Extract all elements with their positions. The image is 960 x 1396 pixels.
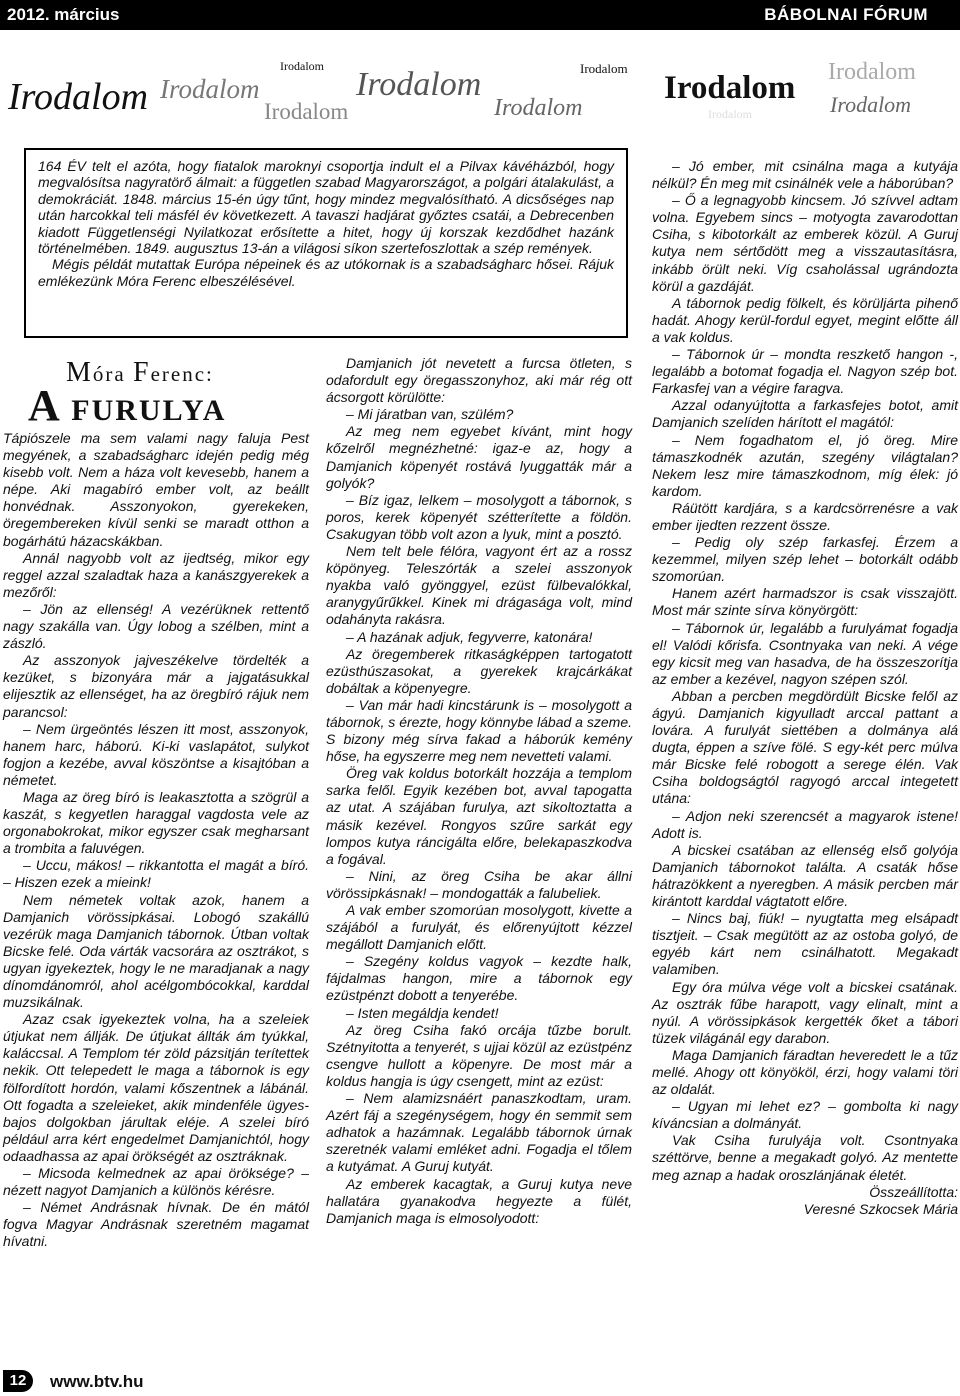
author-text: erenc: [150,362,214,386]
paragraph: Azaz csak igyekeztek volna, ha a szeleiek útjukat nem állják. De útjukat állták ám tyúkkal, kaláccsal. A Templom tér zöld pázsitján terítettek nekik. Ott telepedett le maga a tábornok is egy fölfordított hordón, valami kőszentnek a lábánál. Ott fogadta a szeleieket, akik mindenféle ügyes-bajos dolgokban járultak eléje. A szelei bíró például arra kért engedelmet Damjanichtól, hogy odaadhassa az apai örökségét az osztráknak. [3,1011,309,1164]
section-word: Irodalom [494,95,583,121]
paragraph: Hanem azért harmadszor is csak visszajött. Most már szinte sírva könyörgött: [652,585,958,619]
title-initial: A [28,381,62,430]
paragraph: Az asszonyok jajveszékelve tördelték a kezüket, s bizonyára már a jajgatásukkal elijesztik az ellenséget, ha az öregbíró rájuk nem parancsol: [3,652,309,720]
paragraph: Nem telt bele félóra, vagyont ért az a rossz köpönyeg. Teleszórták a szelei asszonyok nyakba való gyönggyel, ezüst fülbevalókkal, aranygyűrűkkel. Kinek mi drágasága volt, mind odahányta rakásra. [326,543,632,628]
website-link[interactable]: www.btv.hu [50,1372,144,1391]
section-word: Irodalom [356,66,482,103]
intro-paragraph: 164 ÉV telt el azóta, hogy fiatalok maroknyi csoportja indult el a Pilvax kávéházból, hogy megvalósítsa nagyratörő álmait: a független szabad Magyarországot, a polgári átalakulást, a demokráciát. 1848. március 15-én úgy tűnt, hogy mindez megvalósítható. A dicsőséges nap után harcokkal teli másfél év következett. A tavaszi hadjárat győztes csatái, a Debrecenben kiadott Függetlenségi Nyilatkozat erősítette a hitet, hogy új korszak kezdődhet hazánk történelmében. 1849. augusztus 13-án a világosi síkon szertefoszlottak a szép remények. [38,158,614,257]
section-word: Irodalom [580,61,628,76]
paragraph: – Tábornok úr, legalább a furulyámat fogadja el! Valódi kőrisfa. Csontnyaka van neki. A vége egy kicsit meg van hasadva, de ha összeszorítja az ember a kezével, nagyon szépen szól. [652,619,958,687]
section-word: Irodalom [664,70,796,106]
article-column-1 [3,430,309,1251]
paragraph: – Szegény koldus vagyok – kezdte halk, fájdalmas hangon, mire a tábornok egy ezüstpénzt dobott a tenyerébe. [326,953,632,1004]
paragraph: – A hazának adjuk, fegyverre, katonára! [346,628,593,645]
paragraph: – Mi járatban van, szülém? [346,406,514,423]
paragraph: – Bíz igaz, lelkem – mosolygott a tábornok, s poros, kerek köpenyét szétterítette a földön. Csakugyan több volt azon a lyuk, mint a posztó. [326,491,632,542]
paragraph: – Uccu, mákos! – rikkantotta el magát a bíró. – Hiszen ezek a mieink! [3,857,309,891]
paragraph: Nem németek voltak azok, hanem a Damjanich vörössipkásai. Lobogó szakállú vezérük maga Damjanich tábornok. Útban voltak Bicske felé. Oda várták vacsorára az osztrákot, s ugyan igyekeztek, hogy le ne maradjanak a nagy dínomdánomról, ahol acélgombócokkal, karddal muzsikálnak. [3,891,309,1011]
paragraph: Annál nagyobb volt az ijedtség, mikor egy reggel azzal szaladtak haza a kanászgyerekek a mezőről: [3,549,309,600]
paragraph: Maga az öreg bíró is leakasztotta a szögrül a kaszát, s kegyetlen haraggal vagdosta vele az orgonabokrokat, mikor egyszer csak megharsant a trombita a faluvégen. [3,788,309,857]
paragraph: – Tábornok úr – mondta reszkető hangon -, legalább a botomat fogadja el. Nagyon szép bot. Farkasfej van a végire faragva. [652,346,958,397]
paragraph: Öreg vak koldus botorkált hozzája a templom sarka felől. Egyik kezében bot, avval tapogatta az utat. A szájában furulya, azt sikoltoztatta a másik kezével. Rongyos szűre sarkát egy lompos kutya ráncigálta előre, belekapaszkodva a fogával. [326,765,632,867]
paragraph: – Pedig oly szép farkasfej. Érzem a kezemmel, milyen szép lehet – botorkált odább szomorúan. [652,534,958,585]
section-word: Irodalom [280,59,324,73]
article-title [28,380,226,431]
paragraph: Az meg nem egyebet kívánt, mint hogy kőzelről megnézhetné: igaz-e az, hogy a Damjanich köpenyét rostává lyuggatták már a golyók? [326,423,632,491]
paragraph: – Jó ember, mit csinálna maga a kutyája nélkül? Én meg mit csinálnék vele a háborúban? [652,158,958,192]
paragraph: – Nini, az öreg Csiha be akar állni vörössipkásnak! – mondogatták a falubeliek. [326,867,632,901]
paragraph: – Német Andrásnak hívnak. De én mától fogva Magyar Andrásnak szeretném magamat hívatni. [3,1199,309,1250]
paragraph: – Ő a legnagyobb kincsem. Jó szívvel adtam volna. Egyebem sincs – motyogta zavarodottan Csiha, s kibotorkált az emberek közül. A Guruj kutya nem sértődött meg a visszautasításra, inkább örült neki. Víg csaholással ugrándozta körül a gazdáját. [652,192,958,294]
top-header-bar [0,0,960,30]
paragraph: Maga Damjanich fáradtan heveredett le a tűz mellé. Ahogy ott könyököl, érzi, hogy valami töri az oldalát. [652,1046,958,1098]
section-word: Irodalom [264,99,349,124]
paragraph: A bicskei csatában az ellenség első golyója Damjanich tábornokot találta. A csaták hőse hátrazökkent a nyeregben. A másik percben már kirántott karddal vágtatott előre. [652,841,958,910]
section-word: Irodalom [830,92,912,117]
article-column-3 [652,158,958,1218]
paragraph: – Adjon neki szerencsét a magyarok istene! Adott is. [652,807,958,841]
compiled-by-label: Összeállította: [869,1183,958,1200]
compiled-by-name: Veresné Szkocsek Mária [803,1200,958,1217]
paragraph: – Nem fogadhatom el, jó öreg. Mire támaszkodnék azután, szegény világtalan? Nekem lesz mire támaszkodnom, míg élek: jó kardom. [652,431,958,499]
paragraph: Vak Csiha furulyája volt. Csontnyaka széttörve, benne a megakadt golyó. Az mentette meg aznap a hadak oroszlánjának életét. [652,1132,958,1183]
issue-date: 2012. március [7,5,120,24]
paragraph: Az öregemberek ritkaságképpen tartogatott ezüsthúszasokat, a gyerekek krajcárkákat dobáltak a köpenyegre. [326,645,632,696]
paragraph: Egy óra múlva vége volt a bicskei csatának. Az osztrák fűbe harapott, vagy elinalt, mint a nyúl. A vörössipkások kergették őket a tábori tüzek világánál egy darabon. [652,978,958,1046]
paragraph: Az emberek kacagtak, a Guruj kutya neve hallatára gyanakodva hegyezte a fülét, Damjanich maga is elmosolyodott: [326,1175,632,1226]
paragraph: – Nincs baj, fiúk! – nyugtatta meg elsápadt tisztjeit. – Csak megütött az az ostoba golyó, de egyéb kárt nem csinálhatott. Megakadt valamiben. [652,910,958,978]
title-text: FURULYA [61,394,227,427]
paragraph: Abban a percben megdördült Bicske felől az ágyú. Damjanich kigyulladt arccal pattant a lovára. A furulyát siettében a dolmánya alá dugta, éppen a szíve fölé. S egy-két perc múlva már Bicske felé robogott a serege élén. Vak Csiha boldogságtól ragyogó arccal integetett utána: [652,687,958,807]
paragraph: Az öreg Csiha fakó orcája tűzbe borult. Szétnyitotta a tenyerét, s ujjai közül az ezüstpénz csengve hullott a köpenyre. De most már a koldus hangja is úgy csengett, mint az ezüst: [326,1021,632,1089]
paragraph: Azzal odanyújtotta a farkasfejes botot, amit Damjanich szelíden hárított el magától: [652,397,958,431]
author-initial: F [132,357,151,388]
section-banner [0,30,960,140]
section-word: Irodalom [160,74,260,104]
intro-box [24,148,628,338]
section-word: Irodalom [8,76,149,118]
author-text: óra [92,362,133,386]
intro-paragraph: Mégis példát mutattak Európa népeinek és az utókornak is a szabadságharc hősei. Rájuk emlékezünk Móra Ferenc elbeszélésével. [38,256,614,289]
paragraph: – Nem alamizsnáért panaszkodtam, uram. Azért fáj a szegénységem, hogy én semmit sem adhatok a hazámnak. Legalább tábornok úrnak szeretnék valami emléket adni. Fogadja el tőlem a kutyámat. A Guruj kutyát. [326,1090,632,1175]
paragraph: A tábornok pedig fölkelt, és körüljárta pihenő hadát. Ahogy kerül-fordul egyet, megint előtte áll a vak koldus. [652,294,958,345]
paragraph: Damjanich jót nevetett a furcsa ötleten, s odafordult egy öregasszonyhoz, aki már rég ott ácsorgott körülötte: [326,355,632,406]
article-column-2 [326,355,632,1227]
paragraph: – Isten megáldja kendet! [346,1004,499,1021]
magazine-title: BÁBOLNAI FÓRUM [764,5,928,24]
paragraph: Tápiószele ma sem valami nagy faluja Pest megyének, a szabadságharc idején pedig még kisebb volt. Nem a háza volt kevesebb, hanem a népe. Aki magabíró ember volt, az beállt honvédnak. Asszonyokon, gyerekeken, öregembereken kívül senki se maradt otthon a bogárhátú házacskákban. [3,430,309,549]
paragraph: – Micsoda kelmednek az apai öröksége? – nézett nagyot Damjanich a különös kérésre. [3,1165,309,1199]
section-word: Irodalom [828,59,916,85]
paragraph: – Ugyan mi lehet ez? – gombolta ki nagy kíváncsian a dolmányát. [652,1098,958,1132]
paragraph: Ráütött kardjára, s a kardcsörrenésre a vak ember ijedten rezzent össze. [652,499,958,533]
paragraph: A vak ember szomorúan mosolygott, kivette a szájából a furulyát, és előrenyújtott kézzel megállott Damjanich előtt. [326,902,632,953]
paragraph: – Van már hadi kincstárunk is – mosolygott a tábornok, s érezte, hogy könnybe lábad a szeme. S bizony még sírva fakad a háborúk kemény hőse, ha egyszerre meg nem nevetteti valami. [326,696,632,765]
paragraph: – Nem ürgeöntés lészen itt most, asszonyok, hanem harc, háború. Ki-ki vaslapátot, sulykot fogjon a kezébe, avval köszöntse a kisajtóban a németet. [3,720,309,788]
page-number: 12 [3,1370,33,1392]
paragraph: – Jön az ellenség! A vezérüknek rettentő nagy szakálla van. Úgy lobog a szélben, mint a zászló. [3,600,309,652]
author-initial: M [66,357,93,388]
section-word: Irodalom [708,107,752,121]
